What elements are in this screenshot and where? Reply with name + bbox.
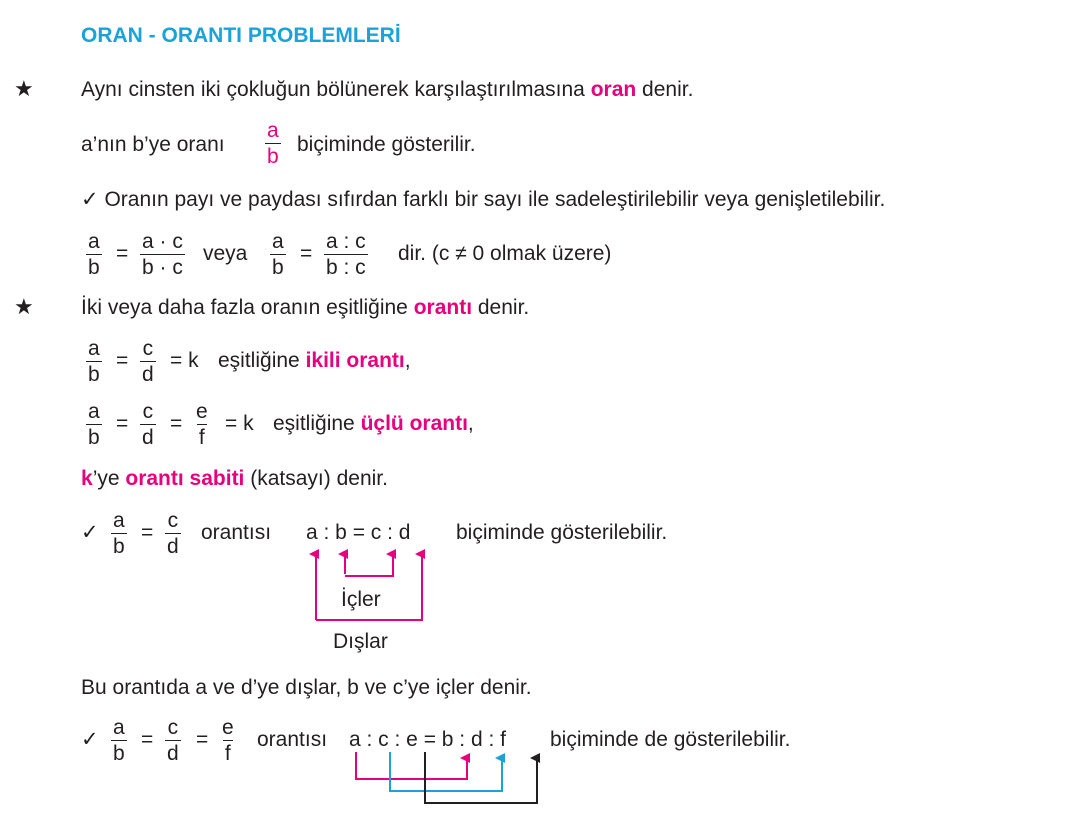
equals-k: = k bbox=[170, 349, 199, 372]
star-bullet-2: ★ bbox=[14, 294, 34, 319]
equals-sign: = bbox=[116, 412, 129, 435]
fraction-numerator: a bbox=[88, 400, 100, 423]
fraction-numerator: a bbox=[267, 119, 279, 142]
term-k: k bbox=[81, 467, 93, 490]
oranti-sabiti-mid: ’ye bbox=[92, 467, 126, 490]
label-dislar: Dışlar bbox=[333, 630, 388, 653]
term-oranti: orantı bbox=[413, 296, 473, 319]
definition-oran-text: Aynı cinsten iki çokluğun bölünerek karşılaştırılmasına bbox=[81, 78, 591, 101]
fraction-numerator: a · c bbox=[142, 230, 183, 253]
simplify-note-text: Oranın payı ve paydası sıfırdan farklı bir sayı ile sadeleştirilebilir veya genişletilebilir. bbox=[104, 188, 886, 211]
ikili-oranti-text: eşitliğine bbox=[218, 349, 306, 372]
check-icon: ✓ bbox=[81, 728, 99, 751]
fraction-denominator: f bbox=[198, 426, 205, 449]
explanation-dislar-icler: Bu orantıda a ve d’ye dışlar, b ve c’ye içler denir. bbox=[81, 676, 532, 699]
arrow-a-to-b bbox=[356, 752, 467, 779]
fraction-denominator: d bbox=[167, 742, 179, 765]
fraction-denominator: b bbox=[272, 256, 284, 279]
fraction-numerator: e bbox=[196, 400, 208, 423]
notation-tail: biçiminde gösterilebilir. bbox=[456, 521, 668, 544]
oranti-sabiti-tail: (katsayı) denir. bbox=[244, 467, 388, 490]
equals-sign: = bbox=[196, 728, 209, 751]
fraction-numerator: a bbox=[113, 716, 125, 739]
ratio-notation-post: biçiminde gösterilir. bbox=[297, 133, 476, 156]
ratio-notation-pre: a’nın b’ye oranı bbox=[81, 133, 225, 156]
condition-note: dir. (c ≠ 0 olmak üzere) bbox=[398, 242, 612, 265]
fraction-numerator: a bbox=[88, 337, 100, 360]
equals-sign: = bbox=[116, 242, 129, 265]
page-title: ORAN - ORANTI PROBLEMLERİ bbox=[81, 24, 401, 47]
definition-oranti-text: İki veya daha fazla oranın eşitliğine bbox=[81, 296, 414, 319]
uclu-oranti-tail: , bbox=[467, 412, 474, 435]
fraction-denominator: d bbox=[167, 535, 179, 558]
term-oranti-sabiti: orantı sabiti bbox=[125, 467, 245, 490]
fraction-numerator: c bbox=[142, 337, 154, 360]
fraction-denominator: b bbox=[113, 535, 125, 558]
fraction-numerator: a bbox=[272, 230, 284, 253]
icler-bracket bbox=[345, 554, 393, 576]
fraction-numerator: c bbox=[167, 716, 179, 739]
check-icon: ✓ bbox=[81, 521, 99, 544]
equals-sign: = bbox=[141, 728, 154, 751]
fraction-denominator: b · c bbox=[142, 256, 183, 279]
ratio-expression-acebdf: a : c : e = b : d : f bbox=[349, 728, 506, 751]
label-orantisi: orantısı bbox=[201, 521, 272, 544]
equals-sign: = bbox=[116, 349, 129, 372]
fraction-numerator: a bbox=[88, 230, 100, 253]
word-veya: veya bbox=[203, 242, 248, 265]
fraction-denominator: b bbox=[113, 742, 125, 765]
label-icler: İçler bbox=[341, 588, 381, 611]
fraction-numerator: e bbox=[222, 716, 234, 739]
fraction-denominator: b bbox=[267, 145, 279, 168]
check-icon: ✓ bbox=[81, 188, 99, 211]
definition-oran-tail: denir. bbox=[636, 78, 694, 101]
fraction-denominator: d bbox=[142, 426, 154, 449]
fraction-denominator: b bbox=[88, 363, 100, 386]
fraction-denominator: d bbox=[142, 363, 154, 386]
equals-k: = k bbox=[225, 412, 254, 435]
notation-tail-2: biçiminde de gösterilebilir. bbox=[550, 728, 791, 751]
uclu-oranti-text: eşitliğine bbox=[273, 412, 361, 435]
fraction-numerator: c bbox=[167, 509, 179, 532]
fraction-denominator: b bbox=[88, 426, 100, 449]
fraction-denominator: f bbox=[224, 742, 231, 765]
equals-sign: = bbox=[141, 521, 154, 544]
fraction-denominator: b bbox=[88, 256, 100, 279]
dislar-bracket bbox=[316, 554, 422, 620]
arrow-c-to-d bbox=[390, 752, 502, 791]
definition-oranti-tail: denir. bbox=[472, 296, 530, 319]
fraction-numerator: a : c bbox=[326, 230, 366, 253]
term-ikili-oranti: ikili orantı bbox=[305, 349, 405, 372]
fraction-numerator: a bbox=[113, 509, 125, 532]
ikili-oranti-tail: , bbox=[404, 349, 411, 372]
term-oran: oran bbox=[590, 78, 637, 101]
equals-sign: = bbox=[170, 412, 183, 435]
label-orantisi: orantısı bbox=[257, 728, 328, 751]
equals-sign: = bbox=[300, 242, 313, 265]
term-uclu-oranti: üçlü orantı bbox=[360, 412, 468, 435]
ratio-expression-abcd: a : b = c : d bbox=[306, 521, 411, 544]
fraction-numerator: c bbox=[142, 400, 154, 423]
star-bullet-1: ★ bbox=[14, 76, 34, 101]
fraction-denominator: b : c bbox=[326, 256, 366, 279]
arrow-e-to-f bbox=[425, 752, 537, 803]
